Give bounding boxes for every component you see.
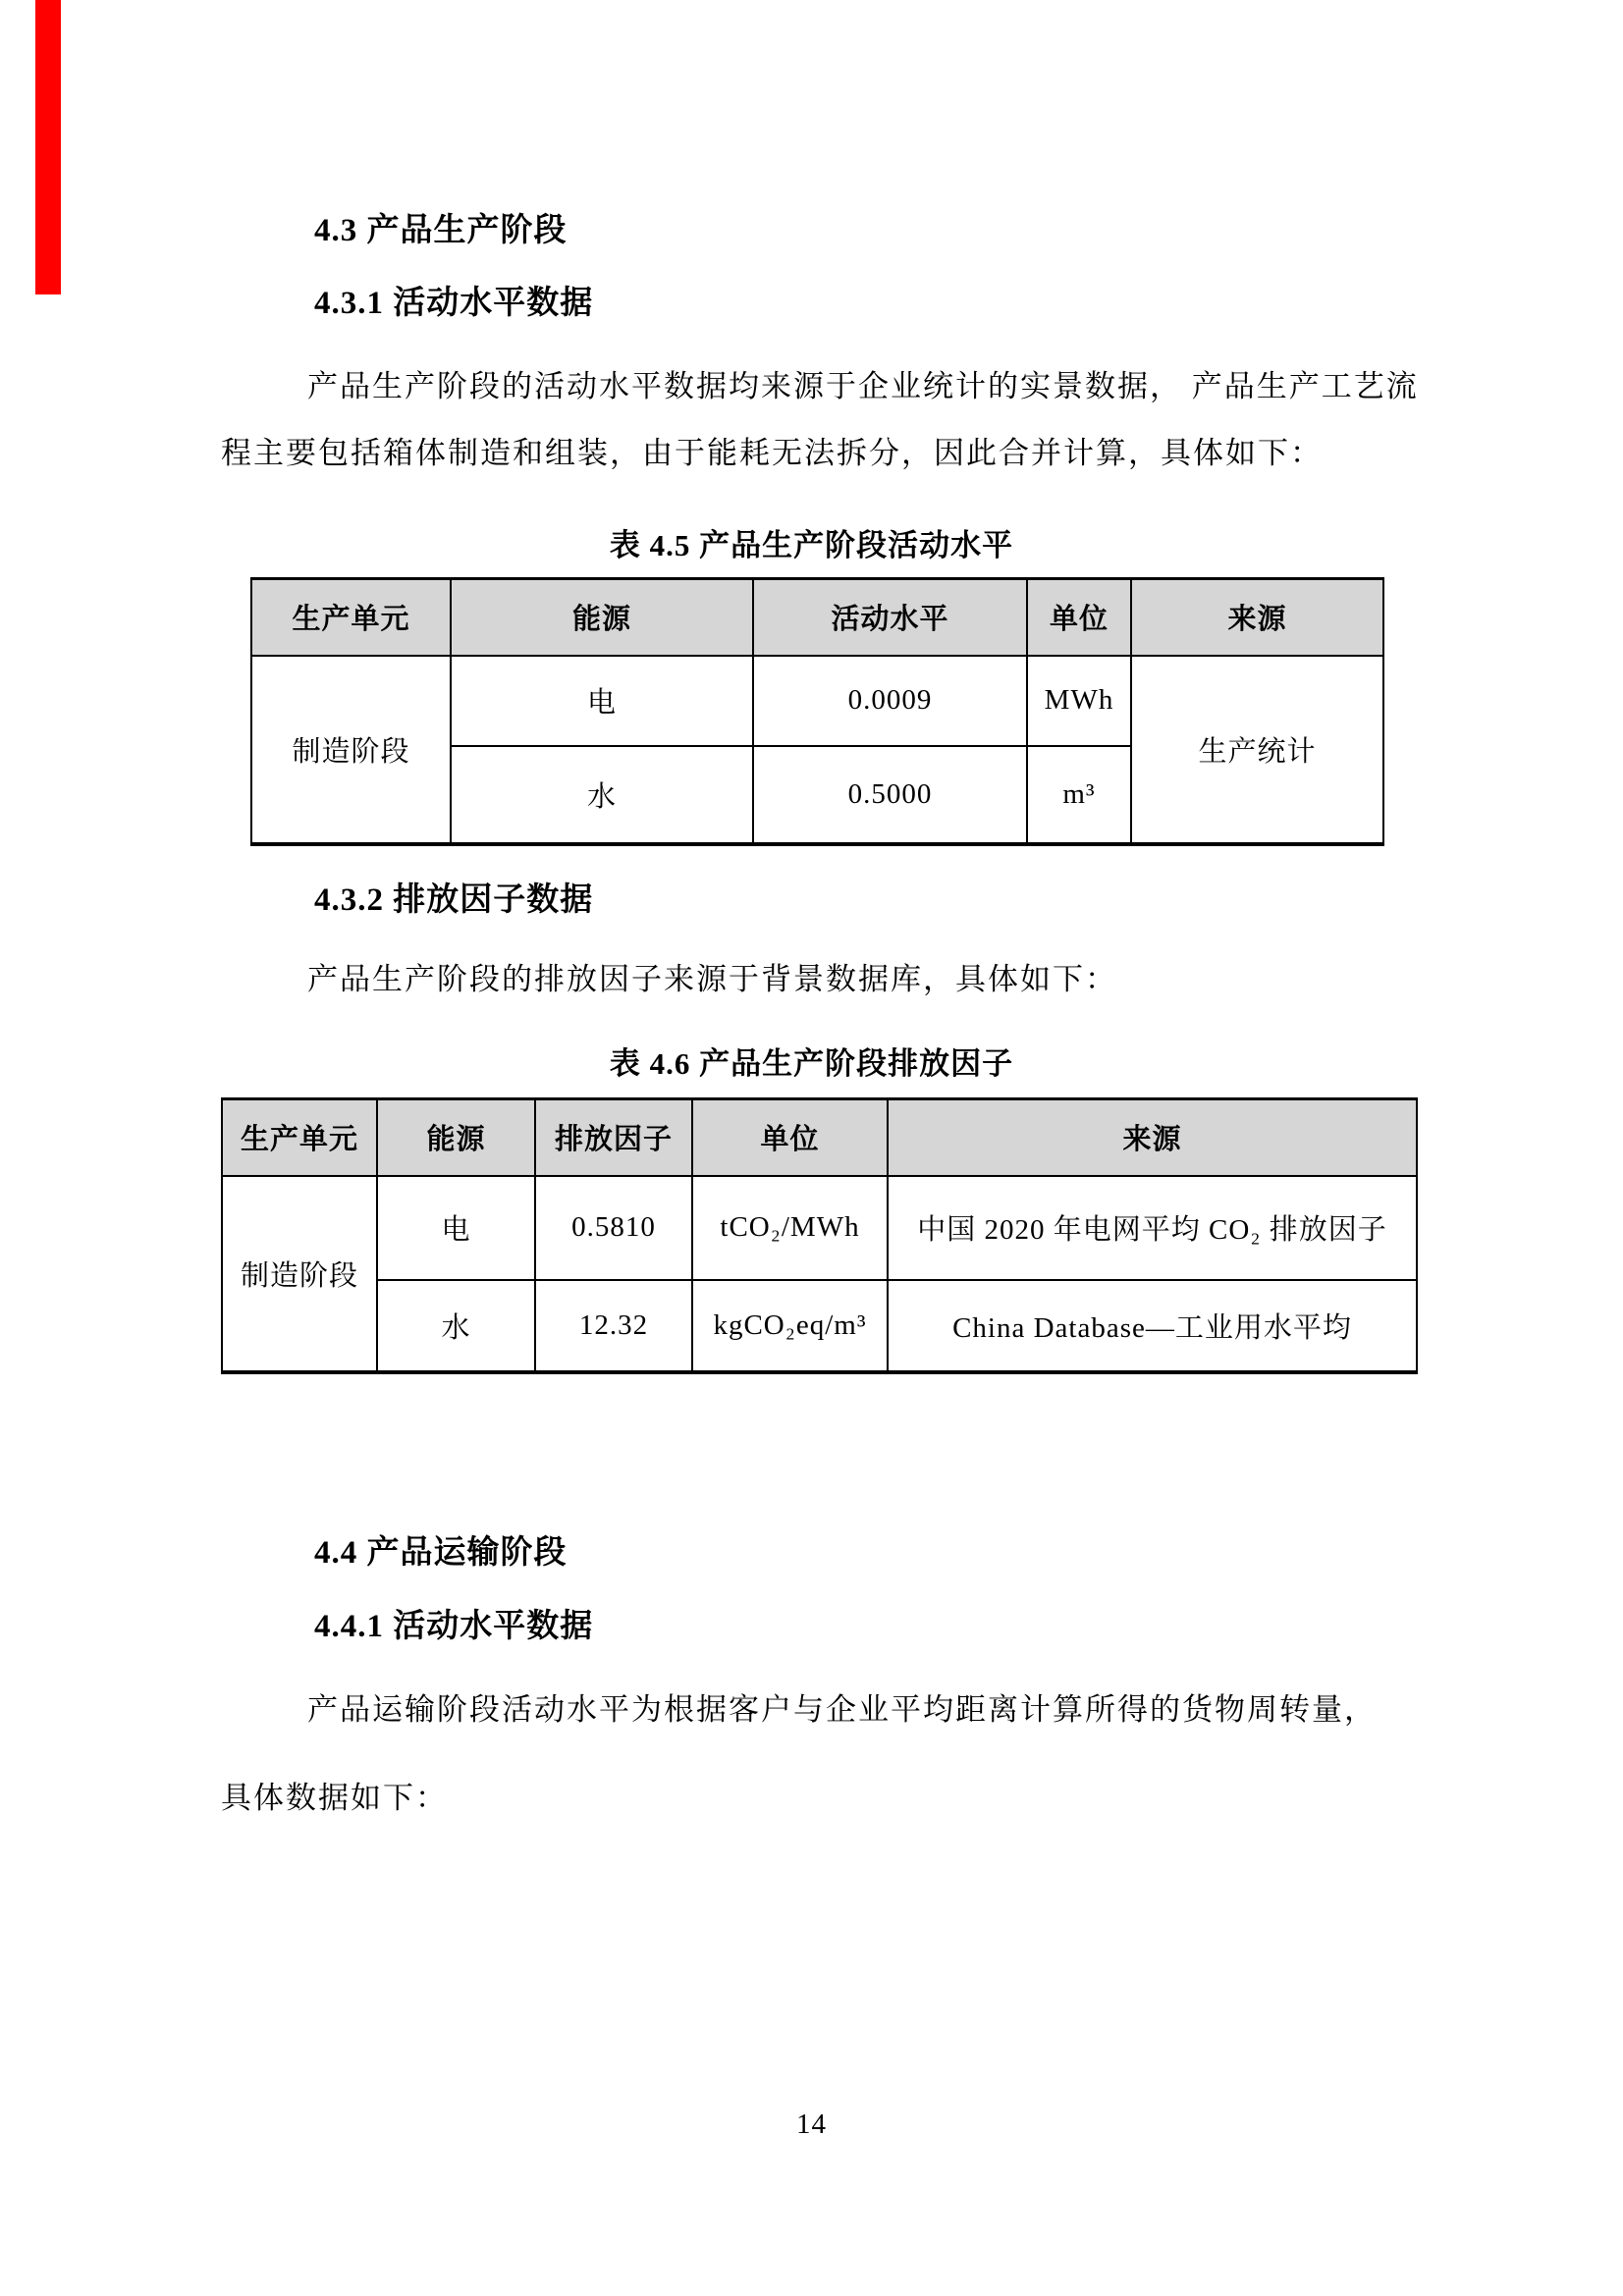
table-4-6-cell-production-unit: 制造阶段 xyxy=(222,1176,377,1372)
heading-4-3: 4.3 产品生产阶段 xyxy=(314,213,568,248)
table-4-5-cell-activity-electricity: 0.0009 xyxy=(753,656,1027,746)
table-4-6-caption: 表 4.6 产品生产阶段排放因子 xyxy=(609,1046,1014,1081)
table-4-6-cell-energy-electricity: 电 xyxy=(377,1176,535,1280)
table-4-6-header-energy: 能源 xyxy=(377,1099,535,1176)
heading-4-3-1: 4.3.1 活动水平数据 xyxy=(314,286,594,321)
paragraph-4-4-1-line-2: 具体数据如下： xyxy=(221,1781,448,1815)
table-4-5-header-unit: 单位 xyxy=(1027,579,1131,656)
table-4-6-cell-source-electricity: 中国 2020 年电网平均 CO₂ 排放因子 xyxy=(888,1176,1417,1280)
page-number: 14 xyxy=(796,2109,827,2140)
table-4-5-header-source: 来源 xyxy=(1131,579,1383,656)
table-4-6 xyxy=(221,1097,1418,1374)
paragraph-4-3-2: 产品生产阶段的排放因子来源于背景数据库，具体如下： xyxy=(307,962,1117,996)
paragraph-4-3-1-line-2: 程主要包括箱体制造和组装，由于能耗无法拆分，因此合并计算，具体如下： xyxy=(221,436,1323,470)
heading-4-3-2: 4.3.2 排放因子数据 xyxy=(314,882,594,918)
table-4-5-header-production-unit: 生产单元 xyxy=(251,579,451,656)
table-4-5-cell-energy-water: 水 xyxy=(451,746,753,844)
table-4-6-header-source: 来源 xyxy=(888,1099,1417,1176)
paragraph-4-4-1-line-1: 产品运输阶段活动水平为根据客户与企业平均距离计算所得的货物周转量， xyxy=(307,1692,1377,1727)
table-4-5-cell-unit-water: m³ xyxy=(1027,746,1131,844)
table-4-5-cell-source: 生产统计 xyxy=(1131,656,1383,844)
table-4-6-cell-factor-electricity: 0.5810 xyxy=(535,1176,692,1280)
table-4-6-cell-source-water: China Database—工业用水平均 xyxy=(888,1280,1417,1372)
table-4-5-cell-unit-electricity: MWh xyxy=(1027,656,1131,746)
table-4-5-header-energy: 能源 xyxy=(451,579,753,656)
table-4-5-cell-activity-water: 0.5000 xyxy=(753,746,1027,844)
table-4-5-cell-energy-electricity: 电 xyxy=(451,656,753,746)
table-4-6-cell-factor-water: 12.32 xyxy=(535,1280,692,1372)
table-4-6-cell-energy-water: 水 xyxy=(377,1280,535,1372)
table-4-5-cell-production-unit: 制造阶段 xyxy=(251,656,451,844)
table-4-6-cell-unit-water: kgCO₂eq/m³ xyxy=(692,1280,888,1372)
paragraph-4-3-1-line-1: 产品生产阶段的活动水平数据均来源于企业统计的实景数据， 产品生产工艺流 xyxy=(307,369,1419,403)
table-4-5-header-activity: 活动水平 xyxy=(753,579,1027,656)
table-4-6-header-production-unit: 生产单元 xyxy=(222,1099,377,1176)
table-4-6-cell-unit-electricity: tCO₂/MWh xyxy=(692,1176,888,1280)
table-4-5 xyxy=(250,577,1384,846)
red-margin-marker xyxy=(35,0,61,294)
table-4-6-header-unit: 单位 xyxy=(692,1099,888,1176)
table-4-6-header-factor: 排放因子 xyxy=(535,1099,692,1176)
heading-4-4: 4.4 产品运输阶段 xyxy=(314,1535,568,1571)
heading-4-4-1: 4.4.1 活动水平数据 xyxy=(314,1609,594,1644)
table-4-5-caption: 表 4.5 产品生产阶段活动水平 xyxy=(609,528,1014,562)
